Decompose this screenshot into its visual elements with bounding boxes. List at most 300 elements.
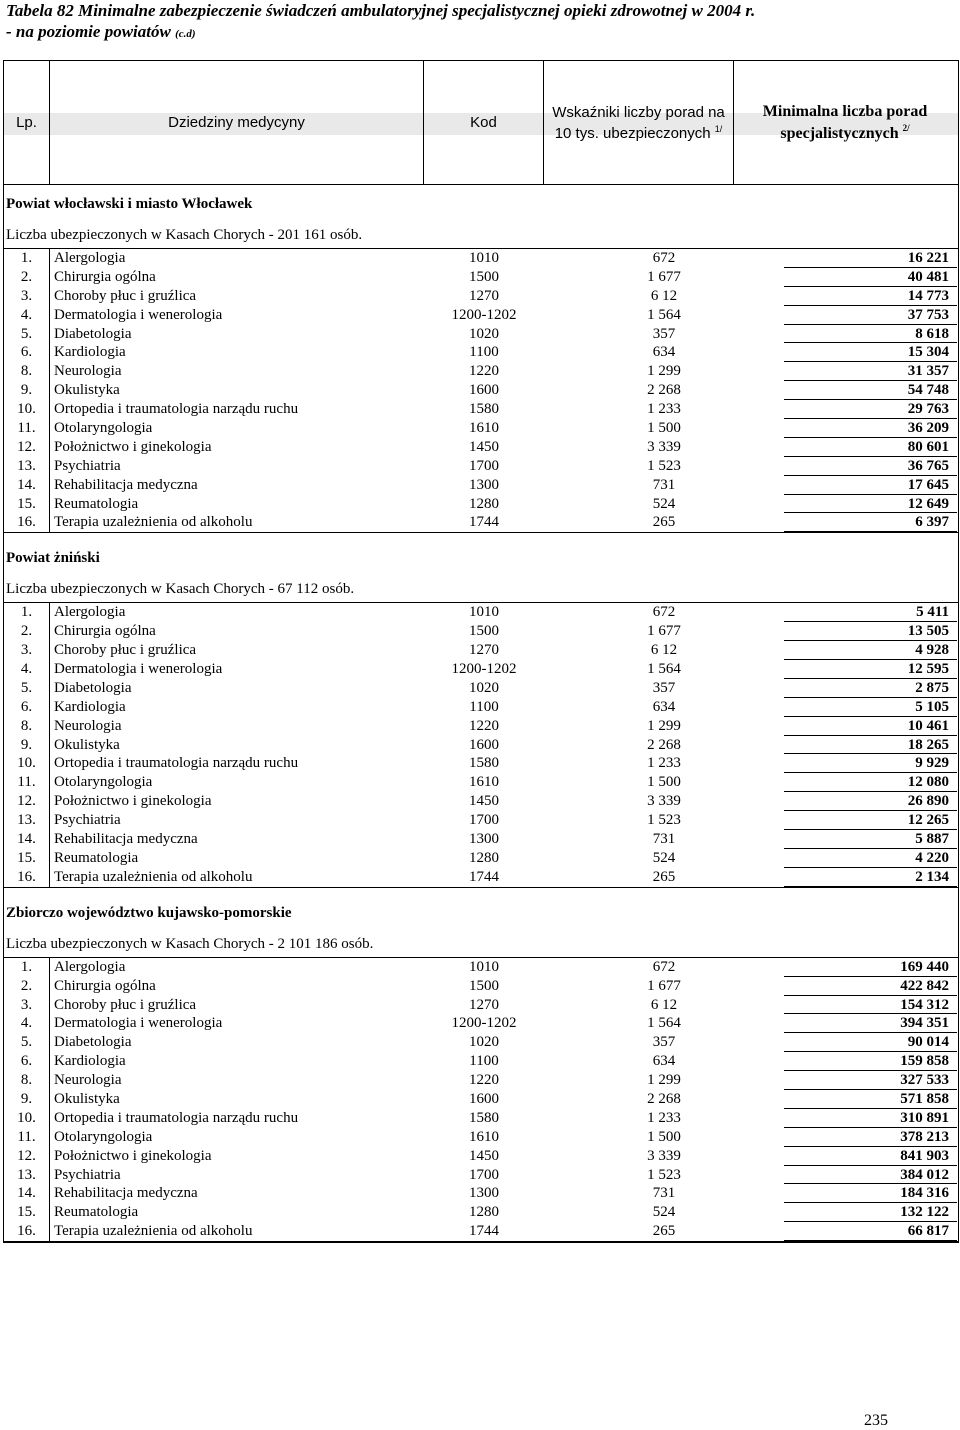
cell-min: 169 440 xyxy=(784,958,957,977)
table-row xyxy=(4,1184,958,1203)
cell-kod: 1610 xyxy=(469,774,499,791)
cell-min: 31 357 xyxy=(784,362,957,381)
table-row xyxy=(4,400,958,419)
cell-name: Kardiologia xyxy=(54,1053,126,1070)
cell-kod: 1600 xyxy=(469,736,499,753)
table-row xyxy=(4,1166,958,1185)
cell-kod: 1280 xyxy=(469,495,499,512)
cell-name: Rehabilitacja medyczna xyxy=(54,831,198,848)
cell-kod: 1100 xyxy=(469,344,499,361)
cell-min: 159 858 xyxy=(784,1052,957,1071)
cell-lp: 14. xyxy=(4,830,50,849)
table-row xyxy=(4,603,958,622)
cell-lp: 2. xyxy=(4,622,50,641)
table-row xyxy=(4,362,958,381)
title-line-1: Tabela 82 Minimalne zabezpieczenie świadczeń ambulatoryjnej specjalistycznej opieki zdrowotnej w 2004 r. xyxy=(6,1,756,20)
table-row xyxy=(4,754,958,773)
header-min xyxy=(734,61,956,184)
cell-min: 4 928 xyxy=(784,641,957,660)
cell-lp: 6. xyxy=(4,1052,50,1071)
cell-min: 8 618 xyxy=(784,325,957,344)
cell-name: Terapia uzależnienia od alkoholu xyxy=(54,868,253,885)
cell-wsk: 524 xyxy=(652,1204,676,1221)
cell-min: 184 316 xyxy=(784,1184,957,1203)
table-row xyxy=(4,1052,958,1071)
cell-name: Ortopedia i traumatologia narządu ruchu xyxy=(54,755,299,772)
cell-kod: 1580 xyxy=(469,1109,499,1126)
cell-min: 40 481 xyxy=(784,268,957,287)
cell-min: 9 929 xyxy=(784,754,957,773)
cell-min: 12 595 xyxy=(784,660,957,679)
cell-min: 12 265 xyxy=(784,811,957,830)
header-wsk-wrap xyxy=(544,104,733,142)
cell-name: Kardiologia xyxy=(54,698,126,715)
cell-name: Terapia uzależnienia od alkoholu xyxy=(54,1223,253,1240)
data-table xyxy=(3,60,959,1243)
cell-name: Położnictwo i ginekologia xyxy=(54,793,212,810)
table-row xyxy=(4,811,958,830)
cell-name: Neurologia xyxy=(54,363,122,380)
cell-name: Otolaryngologia xyxy=(54,420,153,437)
cell-lp: 4. xyxy=(4,660,50,679)
cell-wsk: 1 523 xyxy=(647,812,681,829)
cell-kod: 1220 xyxy=(469,363,499,380)
cell-min: 378 213 xyxy=(784,1128,957,1147)
table-row xyxy=(4,513,958,532)
cell-name: Reumatologia xyxy=(54,495,139,512)
table-row xyxy=(4,287,958,306)
cell-lp: 15. xyxy=(4,849,50,868)
cell-kod: 1744 xyxy=(469,1223,499,1240)
cell-lp: 10. xyxy=(4,1109,50,1128)
cell-wsk: 1 233 xyxy=(647,1109,681,1126)
cell-kod: 1100 xyxy=(469,1053,499,1070)
cell-wsk: 1 523 xyxy=(647,457,681,474)
cell-name: Położnictwo i ginekologia xyxy=(54,438,212,455)
cell-name: Alergologia xyxy=(54,250,126,266)
header-lp xyxy=(4,61,50,184)
cell-wsk: 1 677 xyxy=(647,268,681,285)
cell-wsk: 672 xyxy=(652,604,676,621)
table-row xyxy=(4,1203,958,1222)
cell-wsk: 357 xyxy=(652,325,676,342)
table-row xyxy=(4,849,958,868)
cell-name: Neurologia xyxy=(54,717,122,734)
cell-lp: 9. xyxy=(4,381,50,400)
table-row xyxy=(4,249,958,268)
table-header xyxy=(4,61,958,185)
cell-kod: 1700 xyxy=(469,1166,499,1183)
cell-min: 12 649 xyxy=(784,495,957,514)
section-rows xyxy=(4,248,958,533)
table-row xyxy=(4,1147,958,1166)
cell-kod: 1010 xyxy=(469,250,499,266)
page-number: 235 xyxy=(864,1412,888,1429)
cell-name: Neurologia xyxy=(54,1072,122,1089)
cell-kod: 1450 xyxy=(469,1147,499,1164)
cell-wsk: 1 677 xyxy=(647,977,681,994)
cell-lp: 8. xyxy=(4,1071,50,1090)
cell-min: 18 265 xyxy=(784,736,957,755)
cell-min: 422 842 xyxy=(784,977,957,996)
cell-lp: 15. xyxy=(4,1203,50,1222)
table-row xyxy=(4,1033,958,1052)
table-row xyxy=(4,679,958,698)
cell-kod: 1450 xyxy=(469,793,499,810)
cell-kod: 1744 xyxy=(469,514,499,531)
cell-kod: 1580 xyxy=(469,755,499,772)
cell-wsk: 265 xyxy=(652,868,676,885)
header-wsk-footnote: 1/ xyxy=(714,123,723,134)
cell-name: Chirurgia ogólna xyxy=(54,268,156,285)
cell-kod: 1610 xyxy=(469,1128,499,1145)
cell-name: Dermatologia i wenerologia xyxy=(54,306,223,323)
cell-min: 54 748 xyxy=(784,381,957,400)
cell-wsk: 1 523 xyxy=(647,1166,681,1183)
table-row xyxy=(4,419,958,438)
cell-name: Choroby płuc i gruźlica xyxy=(54,996,197,1013)
section-rows xyxy=(4,602,958,887)
cell-min: 2 875 xyxy=(784,679,957,698)
cell-wsk: 1 299 xyxy=(647,717,681,734)
cell-min: 384 012 xyxy=(784,1166,957,1185)
cell-wsk: 731 xyxy=(652,1185,676,1202)
cell-lp: 14. xyxy=(4,1184,50,1203)
cell-min: 154 312 xyxy=(784,996,957,1015)
header-wsk xyxy=(544,61,734,184)
cell-name: Rehabilitacja medyczna xyxy=(54,1185,198,1202)
cell-min: 10 461 xyxy=(784,717,957,736)
section-title: Powiat żniński xyxy=(6,550,100,567)
cell-kod: 1020 xyxy=(469,679,499,696)
cell-kod: 1220 xyxy=(469,717,499,734)
cell-wsk: 1 299 xyxy=(647,1072,681,1089)
cell-name: Okulistyka xyxy=(54,382,120,399)
cell-lp: 10. xyxy=(4,400,50,419)
cell-name: Okulistyka xyxy=(54,736,120,753)
table-row xyxy=(4,1128,958,1147)
cell-wsk: 1 233 xyxy=(647,401,681,418)
cell-wsk: 731 xyxy=(652,476,676,493)
title-line-2-text: - na poziomie powiatów xyxy=(6,22,171,41)
table-row xyxy=(4,1222,958,1241)
cell-lp: 3. xyxy=(4,996,50,1015)
cell-name: Chirurgia ogólna xyxy=(54,623,156,640)
cell-kod: 1200-1202 xyxy=(451,1015,517,1032)
header-dziedziny-text: Dziedziny medycyny xyxy=(168,114,305,131)
cell-name: Terapia uzależnienia od alkoholu xyxy=(54,514,253,531)
cell-name: Położnictwo i ginekologia xyxy=(54,1147,212,1164)
cell-kod: 1300 xyxy=(469,476,499,493)
table-row xyxy=(4,736,958,755)
header-min-text: Minimalna liczba porad specjalistycznych xyxy=(762,103,928,142)
cell-name: Diabetologia xyxy=(54,325,132,342)
table-row xyxy=(4,457,958,476)
cell-name: Diabetologia xyxy=(54,679,132,696)
table-row xyxy=(4,830,958,849)
table-row xyxy=(4,325,958,344)
cell-min: 4 220 xyxy=(784,849,957,868)
cell-name: Diabetologia xyxy=(54,1034,132,1051)
insured-count: Liczba ubezpieczonych w Kasach Chorych - 201 161 osób. xyxy=(6,227,363,243)
cell-wsk: 524 xyxy=(652,849,676,866)
cell-name: Psychiatria xyxy=(54,1166,121,1183)
cell-lp: 11. xyxy=(4,1128,50,1147)
cell-lp: 11. xyxy=(4,773,50,792)
table-row xyxy=(4,306,958,325)
cell-wsk: 6 12 xyxy=(650,642,678,659)
cell-wsk: 3 339 xyxy=(647,438,681,455)
table-row xyxy=(4,977,958,996)
cell-lp: 11. xyxy=(4,419,50,438)
header-min-footnote: 2/ xyxy=(902,123,910,134)
cell-lp: 13. xyxy=(4,457,50,476)
cell-lp: 5. xyxy=(4,1033,50,1052)
cell-name: Choroby płuc i gruźlica xyxy=(54,287,197,304)
cell-lp: 4. xyxy=(4,1014,50,1033)
table-row xyxy=(4,717,958,736)
cell-kod: 1020 xyxy=(469,1034,499,1051)
cell-wsk: 6 12 xyxy=(650,287,678,304)
cell-kod: 1020 xyxy=(469,325,499,342)
cell-lp: 16. xyxy=(4,1222,50,1241)
cell-wsk: 634 xyxy=(652,698,676,715)
cell-lp: 13. xyxy=(4,811,50,830)
cell-name: Ortopedia i traumatologia narządu ruchu xyxy=(54,1109,299,1126)
table-row xyxy=(4,622,958,641)
cell-wsk: 1 564 xyxy=(647,1015,681,1032)
cell-wsk: 672 xyxy=(652,250,676,266)
header-dziedziny xyxy=(50,61,424,184)
cell-min: 327 533 xyxy=(784,1071,957,1090)
cell-lp: 3. xyxy=(4,287,50,306)
cell-min: 16 221 xyxy=(784,249,957,268)
cell-kod: 1450 xyxy=(469,438,499,455)
cell-min: 5 105 xyxy=(784,698,957,717)
cell-kod: 1200-1202 xyxy=(451,306,517,323)
cell-lp: 10. xyxy=(4,754,50,773)
cell-min: 36 209 xyxy=(784,419,957,438)
cell-name: Ortopedia i traumatologia narządu ruchu xyxy=(54,401,299,418)
cell-wsk: 1 299 xyxy=(647,363,681,380)
cell-lp: 12. xyxy=(4,438,50,457)
cell-min: 14 773 xyxy=(784,287,957,306)
cell-name: Dermatologia i wenerologia xyxy=(54,1015,223,1032)
table-row xyxy=(4,1014,958,1033)
cell-wsk: 2 268 xyxy=(647,382,681,399)
cell-wsk: 6 12 xyxy=(650,996,678,1013)
cell-min: 132 122 xyxy=(784,1203,957,1222)
header-kod-text: Kod xyxy=(470,114,497,131)
cell-kod: 1700 xyxy=(469,812,499,829)
cell-kod: 1700 xyxy=(469,457,499,474)
cell-name: Psychiatria xyxy=(54,812,121,829)
cell-kod: 1300 xyxy=(469,1185,499,1202)
cell-min: 6 397 xyxy=(784,513,957,532)
cell-name: Psychiatria xyxy=(54,457,121,474)
cell-min: 2 134 xyxy=(784,868,957,887)
cell-lp: 9. xyxy=(4,1090,50,1109)
cell-lp: 1. xyxy=(4,603,50,622)
sections-container xyxy=(4,185,958,1242)
cell-lp: 2. xyxy=(4,977,50,996)
cell-kod: 1744 xyxy=(469,868,499,885)
cell-lp: 8. xyxy=(4,717,50,736)
cell-name: Alergologia xyxy=(54,604,126,621)
cell-lp: 2. xyxy=(4,268,50,287)
cell-kod: 1300 xyxy=(469,831,499,848)
cell-wsk: 672 xyxy=(652,958,676,975)
cell-kod: 1100 xyxy=(469,698,499,715)
table-row xyxy=(4,476,958,495)
title-line-2 xyxy=(6,21,755,45)
cell-kod: 1270 xyxy=(469,287,499,304)
cell-name: Otolaryngologia xyxy=(54,774,153,791)
table-row xyxy=(4,698,958,717)
cell-min: 310 891 xyxy=(784,1109,957,1128)
table-row xyxy=(4,1071,958,1090)
section-title: Zbiorczo województwo kujawsko-pomorskie xyxy=(6,904,292,921)
header-wsk-text: Wskaźniki liczby porad na 10 tys. ubezpieczonych xyxy=(552,103,725,142)
cell-lp: 3. xyxy=(4,641,50,660)
cell-kod: 1500 xyxy=(469,268,499,285)
cell-lp: 6. xyxy=(4,698,50,717)
cell-name: Chirurgia ogólna xyxy=(54,977,156,994)
cell-kod: 1220 xyxy=(469,1072,499,1089)
cell-kod: 1600 xyxy=(469,382,499,399)
table-row xyxy=(4,660,958,679)
cell-kod: 1200-1202 xyxy=(451,661,517,678)
cell-wsk: 1 500 xyxy=(647,420,681,437)
cell-min: 841 903 xyxy=(784,1147,957,1166)
cell-wsk: 1 500 xyxy=(647,774,681,791)
insured-count: Liczba ubezpieczonych w Kasach Chorych - 67 112 osób. xyxy=(6,581,355,598)
cell-name: Rehabilitacja medyczna xyxy=(54,476,198,493)
table-row xyxy=(4,495,958,514)
cell-min: 13 505 xyxy=(784,622,957,641)
cell-wsk: 265 xyxy=(652,514,676,531)
cell-wsk: 3 339 xyxy=(647,793,681,810)
cell-wsk: 3 339 xyxy=(647,1147,681,1164)
cell-lp: 6. xyxy=(4,343,50,362)
cell-kod: 1600 xyxy=(469,1090,499,1107)
table-row xyxy=(4,343,958,362)
cell-wsk: 357 xyxy=(652,679,676,696)
table-row xyxy=(4,996,958,1015)
table-row xyxy=(4,438,958,457)
cell-name: Okulistyka xyxy=(54,1090,120,1107)
table-row xyxy=(4,381,958,400)
cell-min: 80 601 xyxy=(784,438,957,457)
cell-name: Dermatologia i wenerologia xyxy=(54,661,223,678)
cell-wsk: 357 xyxy=(652,1034,676,1051)
cell-min: 37 753 xyxy=(784,306,957,325)
cell-lp: 14. xyxy=(4,476,50,495)
cell-min: 66 817 xyxy=(784,1222,957,1241)
table-row xyxy=(4,1090,958,1109)
cell-wsk: 1 677 xyxy=(647,623,681,640)
table-title xyxy=(6,0,755,45)
cell-wsk: 634 xyxy=(652,1053,676,1070)
cell-lp: 1. xyxy=(4,249,50,268)
cell-lp: 5. xyxy=(4,325,50,344)
cell-lp: 4. xyxy=(4,306,50,325)
cell-lp: 16. xyxy=(4,868,50,887)
header-lp-text: Lp. xyxy=(16,114,37,131)
cell-kod: 1010 xyxy=(469,604,499,621)
cell-name: Reumatologia xyxy=(54,849,139,866)
cell-min: 90 014 xyxy=(784,1033,957,1052)
table-row xyxy=(4,958,958,977)
header-min-wrap xyxy=(734,103,956,141)
cell-min: 5 411 xyxy=(784,603,957,622)
cell-kod: 1270 xyxy=(469,642,499,659)
cell-name: Reumatologia xyxy=(54,1204,139,1221)
title-continued: (c.d) xyxy=(175,28,196,40)
cell-lp: 1. xyxy=(4,958,50,977)
section-title: Powiat włocławski i miasto Włocławek xyxy=(6,196,253,212)
cell-kod: 1270 xyxy=(469,996,499,1013)
cell-lp: 12. xyxy=(4,792,50,811)
cell-name: Otolaryngologia xyxy=(54,1128,153,1145)
cell-name: Kardiologia xyxy=(54,344,126,361)
cell-kod: 1610 xyxy=(469,420,499,437)
cell-wsk: 634 xyxy=(652,344,676,361)
cell-min: 12 080 xyxy=(784,773,957,792)
header-kod xyxy=(424,61,544,184)
cell-name: Alergologia xyxy=(54,958,126,975)
cell-kod: 1280 xyxy=(469,849,499,866)
cell-wsk: 1 233 xyxy=(647,755,681,772)
cell-min: 36 765 xyxy=(784,457,957,476)
cell-min: 17 645 xyxy=(784,476,957,495)
cell-kod: 1280 xyxy=(469,1204,499,1221)
cell-kod: 1010 xyxy=(469,958,499,975)
cell-min: 29 763 xyxy=(784,400,957,419)
cell-lp: 8. xyxy=(4,362,50,381)
cell-lp: 9. xyxy=(4,736,50,755)
cell-min: 394 351 xyxy=(784,1014,957,1033)
cell-wsk: 265 xyxy=(652,1223,676,1240)
cell-lp: 15. xyxy=(4,495,50,514)
cell-kod: 1500 xyxy=(469,977,499,994)
cell-wsk: 1 564 xyxy=(647,306,681,323)
cell-wsk: 2 268 xyxy=(647,736,681,753)
cell-wsk: 2 268 xyxy=(647,1090,681,1107)
insured-count: Liczba ubezpieczonych w Kasach Chorych - 2 101 186 osób. xyxy=(6,935,374,952)
cell-lp: 12. xyxy=(4,1147,50,1166)
section-rows xyxy=(4,957,958,1242)
table-row xyxy=(4,1109,958,1128)
cell-min: 571 858 xyxy=(784,1090,957,1109)
cell-lp: 13. xyxy=(4,1166,50,1185)
cell-wsk: 731 xyxy=(652,831,676,848)
table-row xyxy=(4,641,958,660)
table-row xyxy=(4,268,958,287)
table-row xyxy=(4,773,958,792)
table-row xyxy=(4,868,958,887)
cell-min: 15 304 xyxy=(784,343,957,362)
cell-wsk: 1 564 xyxy=(647,661,681,678)
cell-wsk: 1 500 xyxy=(647,1128,681,1145)
cell-min: 5 887 xyxy=(784,830,957,849)
cell-lp: 5. xyxy=(4,679,50,698)
cell-name: Choroby płuc i gruźlica xyxy=(54,642,197,659)
cell-lp: 16. xyxy=(4,513,50,532)
cell-kod: 1580 xyxy=(469,401,499,418)
cell-wsk: 524 xyxy=(652,495,676,512)
cell-kod: 1500 xyxy=(469,623,499,640)
